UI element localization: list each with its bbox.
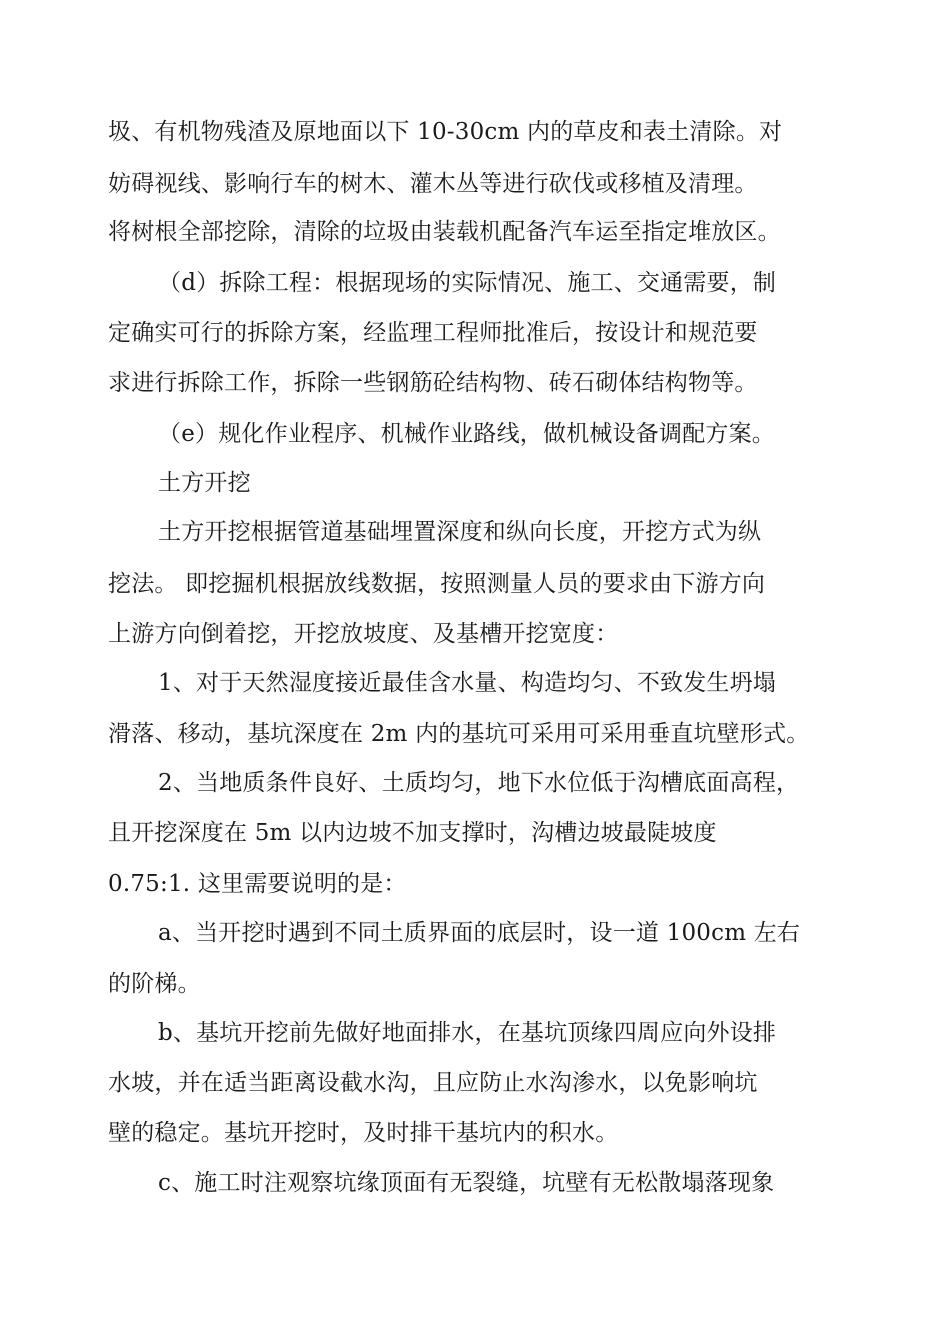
text-line: 挖法。 即挖掘机根据放线数据，按照测量人员的要求由下游方向 [108,571,766,597]
paragraph-d-start: （d）拆除工程：根据现场的实际情况、施工、交通需要，制 [158,270,777,296]
item-a-start: a、当开挖时遇到不同土质界面的底层时，设一道 100cm 左右 [158,920,801,946]
text-line: 的阶梯。 [108,971,201,997]
paragraph-e: （e）规化作业程序、机械作业路线，做机械设备调配方案。 [158,421,776,447]
item-c-start: c、施工时注观察坑缘顶面有无裂缝，坑壁有无松散塌落现象 [158,1170,775,1196]
text-line: 定确实可行的拆除方案，经监理工程师批准后，按设计和规范要 [108,320,758,346]
item-b-start: b、基坑开挖前先做好地面排水，在基坑顶缘四周应向外设排 [158,1020,777,1046]
text-line: 求进行拆除工作，拆除一些钢筋砼结构物、砖石砌体结构物等。 [108,370,758,396]
paragraph-excavation-start: 土方开挖根据管道基础埋置深度和纵向长度，开挖方式为纵 [158,519,762,545]
text-line: 0.75:1. 这里需要说明的是： [108,871,407,897]
text-line: 上游方向倒着挖，开挖放坡度、及基槽开挖宽度： [108,621,619,647]
section-heading: 土方开挖 [158,470,251,496]
text-line: 圾、有机物残渣及原地面以下 10-30cm 内的草皮和表土清除。对 [108,119,783,145]
text-line: 水坡，并在适当距离设截水沟，且应防止水沟渗水，以免影响坑 [108,1070,758,1096]
text-line: 滑落、移动，基坑深度在 2m 内的基坑可采用可采用垂直坑壁形式。 [108,721,810,747]
text-line: 壁的稳定。基坑开挖时，及时排干基坑内的积水。 [108,1120,619,1146]
text-line: 将树根全部挖除，清除的垃圾由装载机配备汽车运至指定堆放区。 [108,219,781,245]
item-2-start: 2、当地质条件良好、土质均匀，地下水位低于沟槽底面高程， [158,770,800,796]
text-line: 妨碍视线、影响行车的树木、灌木丛等进行砍伐或移植及清理。 [108,171,758,197]
text-line: 且开挖深度在 5m 以内边坡不加支撑时，沟槽边坡最陡坡度 [108,820,717,846]
item-1-start: 1、对于天然湿度接近最佳含水量、构造均匀、不致发生坍塌 [158,670,777,696]
